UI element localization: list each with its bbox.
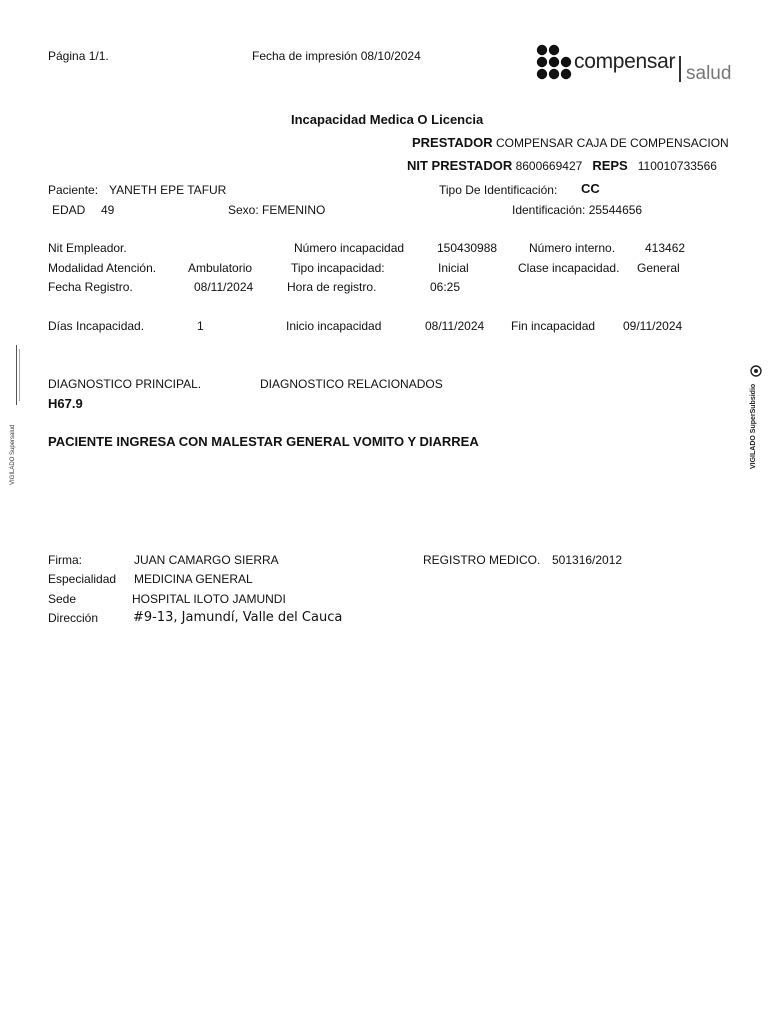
- supersalud-side-mark: [8, 345, 28, 490]
- nit-value: 8600669427: [515, 159, 583, 173]
- care-mode-value: Ambulatorio: [188, 261, 253, 275]
- disability-type-label: Tipo incapacidad:: [291, 261, 385, 275]
- id-type-label: Tipo De Identificación:: [439, 183, 558, 197]
- address-label: Dirección: [48, 611, 99, 625]
- side-mark-rule-thin: [19, 349, 20, 401]
- compensar-dots-icon: [534, 42, 574, 86]
- care-mode-label: Modalidad Atención.: [48, 261, 157, 275]
- registry-label: REGISTRO MEDICO.: [423, 553, 541, 567]
- days-label: Días Incapacidad.: [48, 319, 145, 333]
- side-mark-rule: [16, 345, 17, 405]
- diagnosis-principal-label: DIAGNOSTICO PRINCIPAL.: [48, 377, 202, 391]
- address-value: #9-13, Jamundí, Valle del Cauca: [133, 610, 343, 625]
- signer-value: JUAN CAMARGO SIERRA: [134, 553, 279, 567]
- supersalud-text: VIGILADO Supersalud: [10, 424, 16, 485]
- logo-sub-text: salud: [686, 63, 732, 84]
- reg-time-label: Hora de registro.: [287, 280, 377, 294]
- compensar-logo: [534, 42, 738, 88]
- print-date: Fecha de impresión 08/10/2024: [252, 49, 421, 63]
- provider-row: [412, 136, 729, 150]
- internal-number-value: 413462: [645, 241, 686, 255]
- document-title: Incapacidad Medica O Licencia: [291, 112, 484, 127]
- provider-label: PRESTADOR: [412, 135, 493, 150]
- provider-value: COMPENSAR CAJA DE COMPENSACION: [496, 136, 729, 150]
- signer-label: Firma:: [48, 553, 82, 567]
- patient-name-label: Paciente:: [48, 183, 99, 197]
- disability-class-label: Clase incapacidad.: [518, 261, 620, 275]
- disability-type-value: Inicial: [438, 261, 469, 275]
- logo-brand-text: compensar: [574, 50, 676, 73]
- id-number: Identificación: 25544656: [512, 203, 643, 217]
- id-type-value: CC: [581, 181, 600, 196]
- diagnosis-related-label: DIAGNOSTICO RELACIONADOS: [260, 377, 443, 391]
- page-number: Página 1/1.: [48, 49, 109, 63]
- age-label: EDAD: [52, 203, 86, 217]
- disability-number-label: Número incapacidad: [294, 241, 405, 255]
- site-value: HOSPITAL ILOTO JAMUNDI: [132, 592, 286, 606]
- supersubsidio-text: VIGILADO SuperSubsidio: [750, 383, 757, 469]
- registry-value: 501316/2012: [552, 553, 623, 567]
- nit-label: NIT PRESTADOR: [407, 158, 513, 173]
- days-value: 1: [197, 319, 204, 333]
- reg-date-label: Fecha Registro.: [48, 280, 133, 294]
- patient-name-value: YANETH EPE TAFUR: [109, 183, 227, 197]
- internal-number-label: Número interno.: [529, 241, 616, 255]
- site-label: Sede: [48, 592, 77, 606]
- end-value: 09/11/2024: [623, 319, 683, 333]
- reg-date-value: 08/11/2024: [194, 280, 254, 294]
- specialty-label: Especialidad: [48, 572, 117, 586]
- supersubsidio-emblem-icon: [750, 365, 762, 377]
- disability-number-value: 150430988: [437, 241, 498, 255]
- sex: Sexo: FEMENINO: [228, 203, 326, 217]
- reps-label: REPS: [592, 158, 628, 173]
- provider-nit-row: [407, 159, 717, 173]
- logo-divider: [679, 56, 681, 82]
- disability-class-value: General: [637, 261, 680, 275]
- reg-time-value: 06:25: [430, 280, 461, 294]
- end-label: Fin incapacidad: [511, 319, 596, 333]
- age-value: 49: [101, 203, 115, 217]
- specialty-value: MEDICINA GENERAL: [134, 572, 253, 586]
- supersubsidio-side-mark: [748, 365, 766, 473]
- diagnosis-note: PACIENTE INGRESA CON MALESTAR GENERAL VOMITO Y DIARREA: [48, 434, 479, 449]
- start-value: 08/11/2024: [425, 319, 485, 333]
- start-label: Inicio incapacidad: [286, 319, 382, 333]
- reps-value: 110010733566: [637, 159, 717, 173]
- employer-nit-label: Nit Empleador.: [48, 241, 127, 255]
- diagnosis-code: H67.9: [48, 396, 83, 411]
